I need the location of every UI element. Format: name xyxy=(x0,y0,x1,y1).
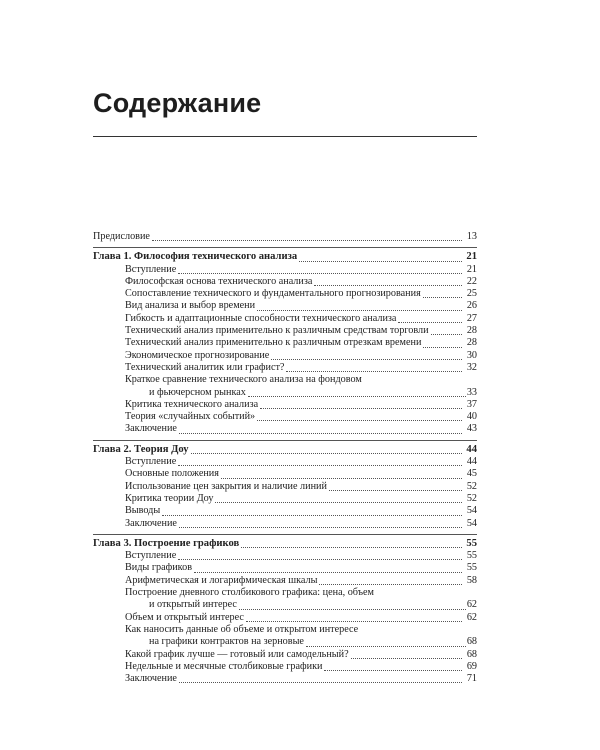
toc-entry-multiline[interactable] xyxy=(93,624,477,649)
dot-leader xyxy=(178,464,462,466)
toc-entry[interactable] xyxy=(93,264,477,276)
toc-entry[interactable] xyxy=(93,673,477,685)
toc-entry[interactable] xyxy=(93,468,477,480)
dot-leader xyxy=(271,358,462,360)
toc-page-number: 68 xyxy=(466,648,477,660)
toc-chapter-1[interactable] xyxy=(93,251,477,263)
title-divider xyxy=(93,136,477,137)
toc-page-number: 54 xyxy=(466,517,477,529)
toc-entry[interactable] xyxy=(93,661,477,673)
dot-leader xyxy=(431,333,462,335)
toc-page-number: 62 xyxy=(466,599,477,611)
toc-page-number: 43 xyxy=(466,423,477,435)
dot-leader xyxy=(191,452,462,454)
toc-entry-label: Объем и открытый интерес xyxy=(125,611,244,623)
dot-leader xyxy=(257,419,462,421)
toc-page-number: 33 xyxy=(466,386,477,398)
toc-page-number: 30 xyxy=(466,349,477,361)
toc-page-number: 69 xyxy=(466,660,477,672)
dot-leader xyxy=(423,346,462,348)
toc-page-number: 27 xyxy=(466,312,477,324)
toc-page-number: 40 xyxy=(466,411,477,423)
toc-entry-continuation xyxy=(125,387,477,399)
toc-entry-label: Заключение xyxy=(125,673,177,685)
toc-entry[interactable] xyxy=(93,649,477,661)
toc-entry-label: Какой график лучше — готовый или самодельный? xyxy=(125,648,349,660)
dot-leader xyxy=(260,407,462,409)
toc-page-number: 28 xyxy=(466,325,477,337)
dot-leader xyxy=(194,571,462,573)
toc-entry-multiline[interactable] xyxy=(93,587,477,612)
dot-leader xyxy=(423,296,462,298)
toc-page-number: 44 xyxy=(466,443,477,455)
toc-chapter-3[interactable] xyxy=(93,538,477,550)
toc-entry[interactable] xyxy=(93,362,477,374)
toc-entry[interactable] xyxy=(93,612,477,624)
dot-leader xyxy=(246,620,462,622)
dot-leader xyxy=(241,546,462,548)
toc-page-number: 22 xyxy=(466,275,477,287)
dot-leader xyxy=(221,477,462,479)
toc-entry[interactable] xyxy=(93,313,477,325)
toc-entry-label: Вступление xyxy=(125,263,177,275)
dot-leader xyxy=(351,657,462,659)
toc-page-number: 13 xyxy=(466,231,477,242)
chapter-title: Глава 3. Построение графиков xyxy=(93,537,240,549)
chapter-title: Глава 1. Философия технического анализа xyxy=(93,251,298,263)
toc-page-number: 21 xyxy=(466,263,477,275)
toc-chapter-2[interactable] xyxy=(93,444,477,456)
toc-entry-label: Экономическое прогнозирование xyxy=(125,349,270,361)
toc-page-number: 52 xyxy=(466,480,477,492)
toc-entry-label: Построение дневного столбикового графика: цена, объем xyxy=(125,587,374,599)
toc-entry[interactable] xyxy=(93,423,477,435)
toc-entry[interactable] xyxy=(93,493,477,505)
toc-entry-label: Заключение xyxy=(125,517,177,529)
toc-page-number: 28 xyxy=(466,337,477,349)
dot-leader xyxy=(299,260,462,262)
toc-page-number: 62 xyxy=(466,611,477,623)
toc-entry-label: Основные положения xyxy=(125,468,219,480)
dot-leader xyxy=(257,309,462,311)
toc-entry-label: и открытый интерес xyxy=(149,599,237,611)
dot-leader xyxy=(239,608,466,610)
toc-page-number: 21 xyxy=(466,251,477,263)
dot-leader xyxy=(306,645,466,647)
toc-entry[interactable] xyxy=(93,456,477,468)
dot-leader xyxy=(324,669,462,671)
toc-entry-continuation xyxy=(125,636,477,648)
toc-entry[interactable] xyxy=(93,325,477,337)
toc-entry-label: Предисловие xyxy=(93,231,150,242)
toc-entry-continuation xyxy=(125,599,477,611)
toc-entry-label: Как наносить данные об объеме и открытом интересе xyxy=(125,623,359,635)
toc-page-number: 68 xyxy=(466,636,477,648)
toc-entry-multiline[interactable] xyxy=(93,374,477,399)
toc-entry[interactable] xyxy=(93,276,477,288)
dot-leader xyxy=(178,272,462,274)
dot-leader xyxy=(215,501,462,503)
toc-entry-label: Вступление xyxy=(125,456,177,468)
toc-page-number: 55 xyxy=(466,562,477,574)
toc-entry-label: Технический аналитик или графист? xyxy=(125,361,285,373)
toc-entry-label: Выводы xyxy=(125,505,161,517)
toc-page-number: 52 xyxy=(466,492,477,504)
toc-entry[interactable] xyxy=(93,518,477,530)
page-title: Содержание xyxy=(93,88,262,118)
toc-entry[interactable] xyxy=(93,337,477,349)
toc-entry-label: Вступление xyxy=(125,550,177,562)
toc-entry[interactable] xyxy=(93,411,477,423)
toc-page-number: 54 xyxy=(466,505,477,517)
dot-leader xyxy=(152,239,462,241)
dot-leader xyxy=(286,370,462,372)
toc-page-number: 32 xyxy=(466,361,477,373)
dot-leader xyxy=(179,681,462,683)
toc-entry[interactable] xyxy=(93,288,477,300)
toc-entry[interactable] xyxy=(93,575,477,587)
toc-entry-label: Философская основа технического анализа xyxy=(125,275,313,287)
toc-entry[interactable] xyxy=(93,300,477,312)
toc-entry-label: Технический анализ применительно к различным средствам торговли xyxy=(125,325,429,337)
toc-entry[interactable] xyxy=(93,562,477,574)
dot-leader xyxy=(248,395,466,397)
toc-entry-label: Сопоставление технического и фундаментального прогнозирования xyxy=(125,288,421,300)
toc-entry-label: на графики контрактов на зерновые xyxy=(149,636,304,648)
toc-entry-label: Заключение xyxy=(125,423,177,435)
toc-entry-label: Арифметическая и логарифмическая шкалы xyxy=(125,574,318,586)
toc-page-number: 26 xyxy=(466,300,477,312)
toc-entry[interactable] xyxy=(93,350,477,362)
chapter-divider xyxy=(93,534,477,535)
dot-leader xyxy=(398,321,462,323)
dot-leader xyxy=(178,558,462,560)
toc-page-number: 44 xyxy=(466,456,477,468)
toc-page-number: 37 xyxy=(466,398,477,410)
toc-entry-label: Недельные и месячные столбиковые графики xyxy=(125,660,323,672)
table-of-contents xyxy=(93,231,477,685)
toc-page-number: 45 xyxy=(466,468,477,480)
toc-entry[interactable] xyxy=(93,550,477,562)
toc-page-number: 55 xyxy=(466,550,477,562)
chapter-divider xyxy=(93,440,477,441)
toc-entry[interactable] xyxy=(93,481,477,493)
toc-entry-label: Теория «случайных событий» xyxy=(125,411,256,423)
toc-entry[interactable] xyxy=(93,505,477,517)
toc-page-number: 55 xyxy=(466,537,477,549)
dot-leader xyxy=(319,583,462,585)
toc-page-number: 58 xyxy=(466,574,477,586)
chapter-title: Глава 2. Теория Доу xyxy=(93,443,189,455)
toc-entry-label: Гибкость и адаптационные способности технического анализа xyxy=(125,312,397,324)
toc-entry-preface[interactable] xyxy=(93,231,477,243)
toc-page-number: 25 xyxy=(466,288,477,300)
toc-entry-label: Критика технического анализа xyxy=(125,398,259,410)
toc-entry-label: Технический анализ применительно к различным отрезкам времени xyxy=(125,337,422,349)
toc-entry-label: и фьючерсном рынках xyxy=(149,386,246,398)
dot-leader xyxy=(162,514,462,516)
toc-entry-label: Краткое сравнение технического анализа на фондовом xyxy=(125,374,362,386)
toc-entry-label: Использование цен закрытия и наличие линий xyxy=(125,480,327,492)
dot-leader xyxy=(314,284,462,286)
toc-entry-label: Критика теории Доу xyxy=(125,492,214,504)
toc-page-number: 71 xyxy=(466,673,477,685)
toc-entry-label: Виды графиков xyxy=(125,562,193,574)
toc-entry-label: Вид анализа и выбор времени xyxy=(125,300,256,312)
toc-entry[interactable] xyxy=(93,399,477,411)
chapter-divider xyxy=(93,247,477,248)
dot-leader xyxy=(179,526,462,528)
dot-leader xyxy=(329,489,462,491)
dot-leader xyxy=(179,432,462,434)
